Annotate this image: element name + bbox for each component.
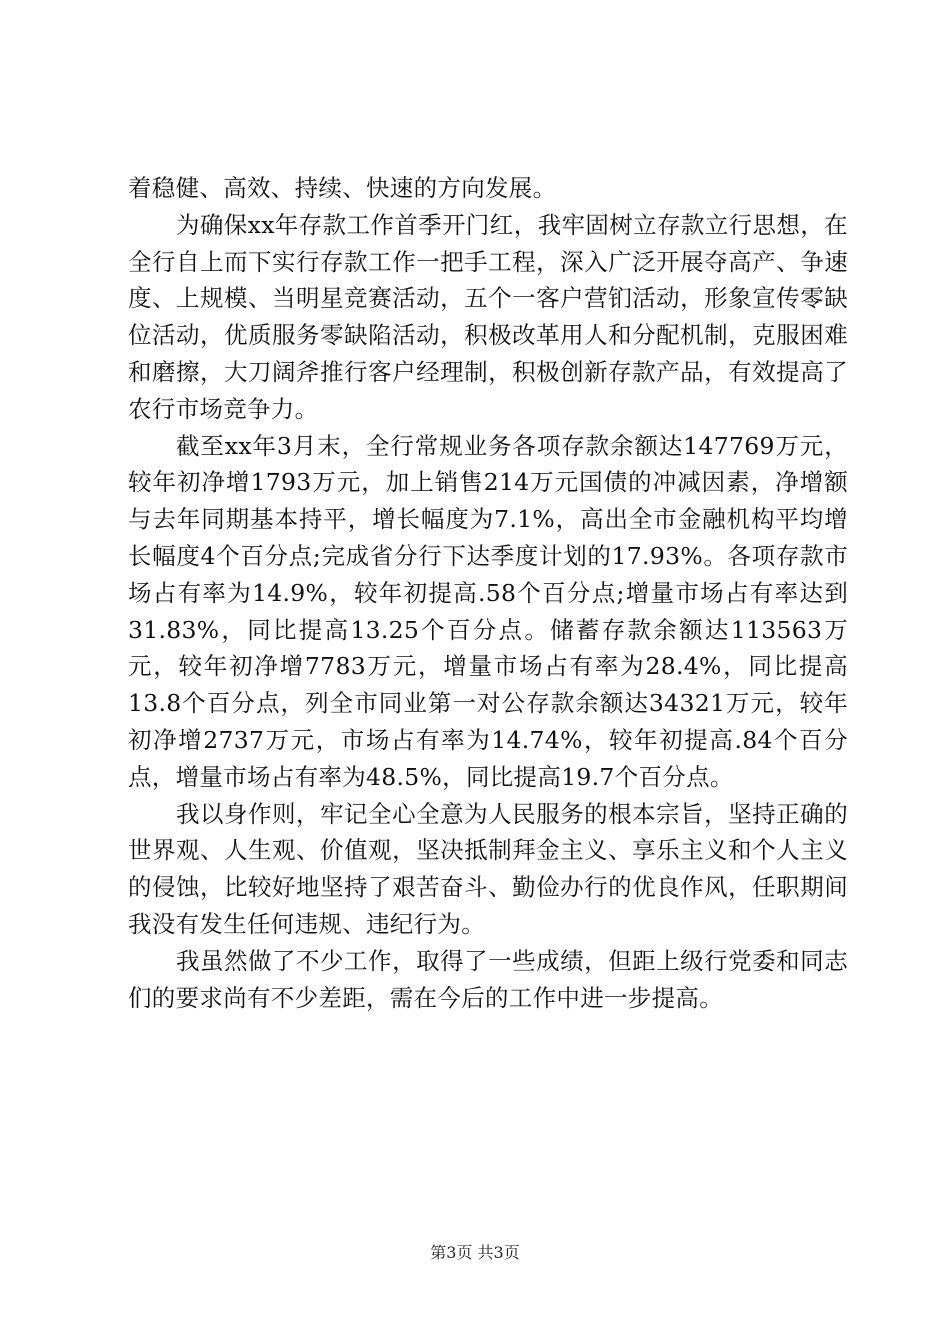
document-body	[128, 170, 848, 1016]
page-number-footer: 第3页 共3页	[430, 1243, 520, 1262]
paragraph-deposit-figures: 截至xx年3月末，全行常规业务各项存款余额达147769万元，较年初净增1793万元，加上销售214万元国债的冲减因素，净增额与去年同期基本持平，增长幅度为7.1%，高出全市金融机构平均增长幅度4个百分点;完成省分行下达季度计划的17.93%。各项存款市场占有率为14.9%，较年初提高.58个百分点;增量市场占有率达到31.83%，同比提高13.25个百分点。储蓄存款余额达113563万元，较年初净增7783万元，增量市场占有率为28.4%，同比提高13.8个百分点，列全市同业第一对公存款余额达34321万元，较年初净增2737万元，市场占有率为14.74%，较年初提高.84个百分点，增量市场占有率为48.5%，同比提高19.7个百分点。	[128, 431, 848, 791]
paragraph-deposit-campaign: 为确保xx年存款工作首季开门红，我牢固树立存款立行思想，在全行自上而下实行存款工作一把手工程，深入广泛开展夺高产、争速度、上规模、当明星竞赛活动，五个一客户营钔活动，形象宣传零缺位活动，优质服务零缺陷活动，积极改革用人和分配机制，克服困难和磨擦，大刀阔斧推行客户经理制，积极创新存款产品，有效提高了农行市场竞争力。	[128, 210, 848, 423]
paragraph-conclusion: 我虽然做了不少工作，取得了一些成绩，但距上级行党委和同志们的要求尚有不少差距，需在今后的工作中进一步提高。	[128, 946, 848, 1012]
paragraph-conduct: 我以身作则，牢记全心全意为人民服务的根本宗旨，坚持正确的世界观、人生观、价值观，坚决抵制拜金主义、享乐主义和个人主义的侵蚀，比较好地坚持了艰苦奋斗、勤俭办行的优良作风，任职期间我没有发生任何违规、违纪行为。	[128, 799, 848, 938]
paragraph-continuation: 着稳健、高效、持续、快速的方向发展。	[128, 174, 557, 202]
